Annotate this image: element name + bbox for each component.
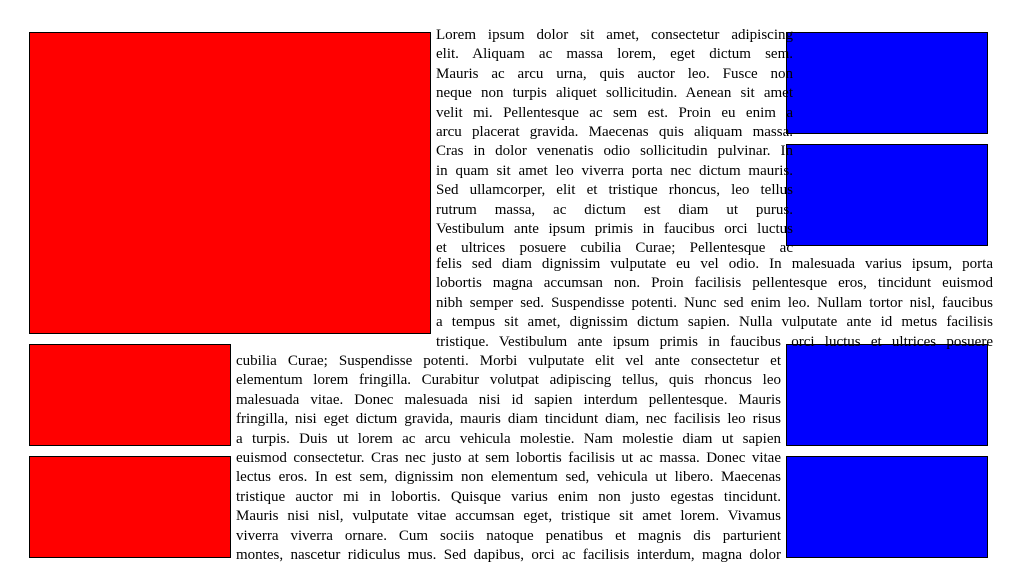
text-line: fringilla, nisi eget dictum gravida, mauris diam tincidunt diam, nec facilisis leo risus (236, 411, 781, 428)
blue-float-box-1 (786, 32, 988, 134)
text-line: felis sed diam dignissim vulputate eu vel odio. In malesuada varius ipsum, porta (436, 256, 993, 272)
red-float-box-large (29, 32, 431, 334)
text-line: Mauris nisi nisl, vulputate vitae accumsan eget, tristique sit amet lorem. Vivamus (236, 508, 781, 525)
text-line: a turpis. Duis ut lorem ac arcu vehicula molestie. Nam molestie diam ut sapien (236, 430, 781, 447)
red-float-box-1 (29, 344, 231, 446)
text-line: tristique. Vestibulum ante ipsum primis in faucibus orci luctus et ultrices posuere (436, 333, 993, 350)
text-line: Sed ullamcorper, elit et tristique rhoncus, leo tellus (436, 182, 793, 199)
red-float-box-2 (29, 456, 231, 558)
text-line: Mauris ac arcu urna, quis auctor leo. Fusce non (436, 65, 793, 82)
text-line: a tempus sit amet, dignissim dictum sapien. Nulla vulputate ante id metus facilisis (436, 314, 993, 331)
paragraph-text-top (436, 26, 793, 259)
text-line: nibh semper sed. Suspendisse potenti. Nunc sed enim leo. Nullam tortor nisl, faucibus (436, 294, 993, 311)
text-line: viverra viverra ornare. Cum sociis natoque penatibus et magnis dis parturient (236, 527, 781, 544)
text-line: velit mi. Pellentesque ac sem est. Proin eu enim a (436, 104, 793, 121)
text-line: euismod consectetur. Cras nec justo at sem lobortis facilisis ut ac massa. Donec vitae (236, 449, 781, 466)
text-line: arcu placerat gravida. Maecenas quis aliquam massa. (436, 123, 793, 140)
paragraph-text-middle (436, 255, 993, 352)
text-line: Cras in dolor venenatis odio sollicitudin pulvinar. In (436, 143, 793, 160)
paragraph-text-lower (236, 352, 781, 565)
text-line: lectus eros. In est sem, dignissim non elementum sed, vehicula ut libero. Maecenas (236, 469, 781, 486)
text-line: rutrum massa, ac dictum est diam ut purus. (436, 201, 793, 218)
text-line: malesuada vitae. Donec malesuada nisi id sapien interdum pellentesque. Mauris (236, 391, 781, 408)
text-line: montes, nascetur ridiculus mus. Sed dapibus, orci ac facilisis interdum, magna dolor (236, 546, 781, 563)
text-line: elementum lorem fringilla. Curabitur volutpat adipiscing tellus, quis rhoncus leo (236, 372, 781, 389)
text-line: elit. Aliquam ac massa lorem, eget dictum sem. (436, 46, 793, 63)
text-line: lobortis magna accumsan non. Proin facilisis pellentesque eros, tincidunt euismod (436, 275, 993, 292)
text-line: Lorem ipsum dolor sit amet, consectetur adipiscing (436, 27, 793, 43)
text-line: et ultrices posuere cubilia Curae; Pellentesque ac (436, 240, 793, 257)
blue-float-box-2 (786, 144, 988, 246)
blue-float-box-4 (786, 456, 988, 558)
text-line: in quam sit amet leo viverra porta nec dictum mauris. (436, 162, 793, 179)
text-line: neque non turpis aliquet sollicitudin. Aenean sit amet (436, 85, 793, 102)
text-line: cubilia Curae; Suspendisse potenti. Morbi vulputate elit vel ante consectetur et (236, 353, 781, 369)
text-line: tristique auctor mi in lobortis. Quisque varius enim non justo egestas tincidunt. (236, 488, 781, 505)
blue-float-box-3 (786, 344, 988, 446)
text-line: Vestibulum ante ipsum primis in faucibus orci luctus (436, 220, 793, 237)
